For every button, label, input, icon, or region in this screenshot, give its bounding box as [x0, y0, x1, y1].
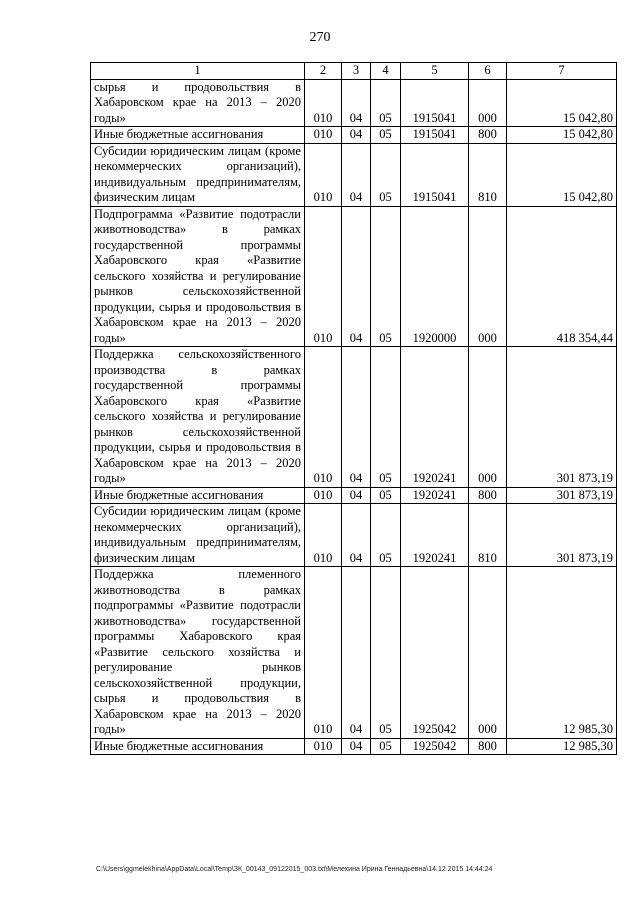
column-header: 3 — [342, 63, 371, 80]
row-code-3: 04 — [342, 738, 371, 755]
table-row — [91, 567, 617, 739]
row-code-3: 04 — [342, 127, 371, 144]
row-code-6: 810 — [469, 143, 507, 206]
row-code-4: 05 — [371, 127, 401, 144]
row-sum: 418 354,44 — [507, 206, 617, 347]
row-code-2: 010 — [305, 79, 342, 127]
table-header-row — [91, 63, 617, 80]
row-code-5: 1915041 — [401, 143, 469, 206]
row-code-6: 800 — [469, 487, 507, 504]
row-code-6: 800 — [469, 738, 507, 755]
row-code-2: 010 — [305, 206, 342, 347]
row-sum: 15 042,80 — [507, 79, 617, 127]
table-row — [91, 738, 617, 755]
column-header: 1 — [91, 63, 305, 80]
row-sum: 301 873,19 — [507, 487, 617, 504]
row-name: Иные бюджетные ассигнования — [91, 487, 305, 504]
row-code-4: 05 — [371, 738, 401, 755]
table-row — [91, 487, 617, 504]
row-code-3: 04 — [342, 567, 371, 739]
row-code-4: 05 — [371, 487, 401, 504]
table-row — [91, 79, 617, 127]
row-code-3: 04 — [342, 206, 371, 347]
row-code-5: 1915041 — [401, 79, 469, 127]
row-sum: 12 985,30 — [507, 567, 617, 739]
row-code-4: 05 — [371, 143, 401, 206]
row-code-5: 1920241 — [401, 487, 469, 504]
row-code-5: 1920241 — [401, 504, 469, 567]
row-code-4: 05 — [371, 206, 401, 347]
column-header: 2 — [305, 63, 342, 80]
row-code-6: 000 — [469, 79, 507, 127]
row-sum: 12 985,30 — [507, 738, 617, 755]
row-name: Поддержка племенного животноводства в рамках подпрограммы «Развитие подотрасли животноводства» государственной программы Хабаровского края «Развитие сельского хозяйства и регулирование рынков сельскохозяйственной продукции, сырья и продовольствия в Хабаровском крае на 2013 – 2020 годы» — [91, 567, 305, 739]
row-code-3: 04 — [342, 487, 371, 504]
row-code-2: 010 — [305, 567, 342, 739]
row-name: Поддержка сельскохозяйственного производства в рамках государственной программы Хабаровского края «Развитие сельского хозяйства и регулирование рынков сельскохозяйственной продукции, сырья и продовольствия в Хабаровском крае на 2013 – 2020 годы» — [91, 347, 305, 488]
row-code-3: 04 — [342, 143, 371, 206]
row-name: Субсидии юридическим лицам (кроме некоммерческих организаций), индивидуальным предпринимателям, физическим лицам — [91, 143, 305, 206]
page-number: 270 — [309, 30, 331, 45]
row-name: Субсидии юридическим лицам (кроме некоммерческих организаций), индивидуальным предпринимателям, физическим лицам — [91, 504, 305, 567]
row-code-2: 010 — [305, 487, 342, 504]
row-sum: 15 042,80 — [507, 143, 617, 206]
row-code-5: 1925042 — [401, 567, 469, 739]
row-code-4: 05 — [371, 504, 401, 567]
row-name: сырья и продовольствия в Хабаровском крае на 2013 – 2020 годы» — [91, 79, 305, 127]
row-name: Иные бюджетные ассигнования — [91, 738, 305, 755]
row-sum: 301 873,19 — [507, 347, 617, 488]
row-code-4: 05 — [371, 347, 401, 488]
row-code-3: 04 — [342, 79, 371, 127]
row-sum: 301 873,19 — [507, 504, 617, 567]
table-row — [91, 504, 617, 567]
row-code-6: 800 — [469, 127, 507, 144]
row-code-6: 000 — [469, 567, 507, 739]
row-code-6: 000 — [469, 206, 507, 347]
row-code-2: 010 — [305, 738, 342, 755]
row-code-5: 1920000 — [401, 206, 469, 347]
row-code-2: 010 — [305, 504, 342, 567]
table-row — [91, 143, 617, 206]
budget-table — [90, 62, 617, 755]
row-code-5: 1920241 — [401, 347, 469, 488]
row-code-3: 04 — [342, 347, 371, 488]
row-name: Подпрограмма «Развитие подотрасли животноводства» в рамках государственной программы Хабаровского края «Развитие сельского хозяйства и регулирование рынков сельскохозяйственной продукции, сырья и продовольствия в Хабаровском крае на 2013 – 2020 годы» — [91, 206, 305, 347]
table-row — [91, 206, 617, 347]
table-row — [91, 347, 617, 488]
row-code-6: 810 — [469, 504, 507, 567]
row-code-2: 010 — [305, 127, 342, 144]
row-sum: 15 042,80 — [507, 127, 617, 144]
row-code-4: 05 — [371, 567, 401, 739]
table-row — [91, 127, 617, 144]
row-name: Иные бюджетные ассигнования — [91, 127, 305, 144]
column-header: 6 — [469, 63, 507, 80]
row-code-5: 1915041 — [401, 127, 469, 144]
file-path-footer: C:\Users\ggmelekhina\AppData\Local\Temp\ЗК_00143_09122015_003.txt\Мелехина Ирина Геннадьевна\14.12 2015 14:44:24 — [96, 866, 493, 873]
row-code-5: 1925042 — [401, 738, 469, 755]
row-code-3: 04 — [342, 504, 371, 567]
row-code-2: 010 — [305, 143, 342, 206]
column-header: 7 — [507, 63, 617, 80]
row-code-6: 000 — [469, 347, 507, 488]
row-code-2: 010 — [305, 347, 342, 488]
column-header: 5 — [401, 63, 469, 80]
row-code-4: 05 — [371, 79, 401, 127]
column-header: 4 — [371, 63, 401, 80]
